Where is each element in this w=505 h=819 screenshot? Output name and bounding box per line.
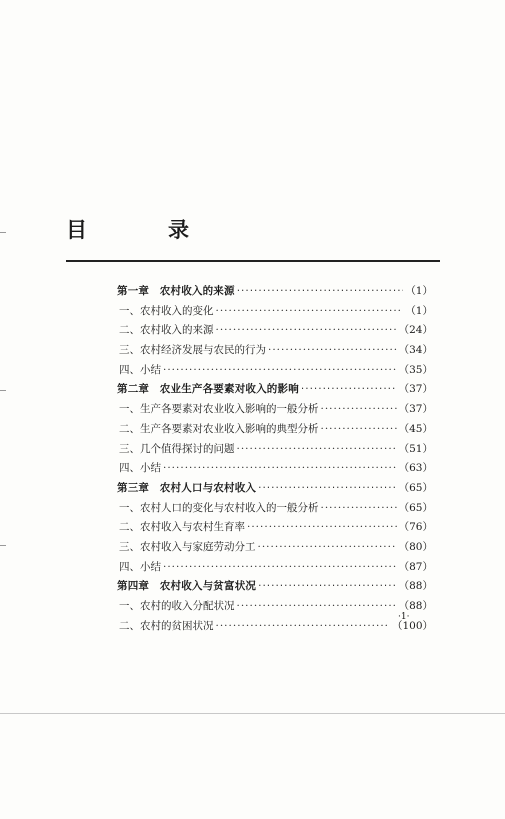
toc-chapter-entry bbox=[117, 283, 433, 303]
page-number: ·1· bbox=[398, 612, 410, 622]
toc-section-entry bbox=[117, 559, 433, 579]
toc-entry-title: 四、小结 bbox=[119, 560, 161, 573]
margin-mark bbox=[0, 545, 6, 546]
margin-mark bbox=[0, 232, 6, 233]
toc-entry-title: 三、农村收入与家庭劳动分工 bbox=[119, 540, 256, 553]
dot-leader bbox=[163, 462, 397, 474]
dot-leader bbox=[237, 285, 404, 297]
dot-leader bbox=[321, 502, 397, 514]
toc-entry-page: （100） bbox=[391, 619, 433, 632]
toc-entry-title: 第二章 农业生产各要素对收入的影响 bbox=[117, 383, 299, 396]
dot-leader bbox=[258, 541, 397, 553]
toc-section-entry bbox=[117, 303, 433, 323]
toc-entry-title: 一、生产各要素对农业收入影响的一般分析 bbox=[119, 403, 319, 416]
toc-entry-title: 一、农村人口的变化与农村收入的一般分析 bbox=[119, 501, 319, 514]
toc-entry-title: 第三章 农村人口与农村收入 bbox=[117, 481, 257, 494]
toc-entry-title: 四、小结 bbox=[119, 462, 161, 475]
toc-section-entry bbox=[117, 539, 433, 559]
toc-entry-title: 三、几个值得探讨的问题 bbox=[119, 442, 235, 455]
toc-entry-page: （37） bbox=[398, 383, 433, 396]
dot-leader bbox=[301, 383, 397, 395]
dot-leader bbox=[237, 600, 397, 612]
toc-entry-page: （65） bbox=[398, 481, 433, 494]
toc-entry-page: （37） bbox=[398, 403, 433, 416]
toc-entry-page: （63） bbox=[398, 462, 433, 475]
dot-leader bbox=[216, 620, 390, 632]
toc-entry-page: （88） bbox=[398, 600, 433, 612]
toc-section-entry bbox=[117, 322, 433, 342]
toc-entry-title: 四、小结 bbox=[119, 363, 161, 376]
toc-entry-title: 二、农村收入的来源 bbox=[119, 324, 214, 337]
dot-leader bbox=[216, 324, 397, 336]
toc-section-entry bbox=[117, 342, 433, 362]
toc-section-entry bbox=[117, 500, 433, 520]
toc-entry-page: （24） bbox=[398, 324, 433, 337]
dot-leader bbox=[258, 580, 397, 592]
toc-entry-page: （87） bbox=[398, 560, 433, 573]
toc-section-entry bbox=[117, 460, 433, 480]
toc-chapter-entry bbox=[117, 480, 433, 500]
toc-entry-page: （80） bbox=[398, 540, 433, 553]
toc-entry-title: 一、农村收入的变化 bbox=[119, 304, 214, 317]
dot-leader bbox=[321, 423, 397, 435]
dot-leader bbox=[163, 561, 397, 573]
table-of-contents bbox=[117, 283, 433, 637]
dot-leader bbox=[268, 344, 397, 356]
margin-mark bbox=[0, 390, 6, 391]
toc-entry-page: （65） bbox=[398, 501, 433, 514]
toc-section-entry bbox=[117, 441, 433, 461]
dot-leader bbox=[321, 403, 397, 415]
toc-entry-page: （1） bbox=[405, 304, 433, 317]
toc-entry-title: 第一章 农村收入的来源 bbox=[117, 285, 235, 297]
toc-entry-page: （1） bbox=[405, 285, 433, 297]
page-title: 目 录 bbox=[66, 218, 219, 242]
toc-section-entry bbox=[117, 598, 433, 618]
toc-entry-title: 三、农村经济发展与农民的行为 bbox=[119, 344, 266, 357]
toc-section-entry bbox=[117, 401, 433, 421]
toc-section-entry bbox=[117, 421, 433, 441]
toc-section-entry bbox=[117, 362, 433, 382]
title-rule bbox=[66, 260, 440, 262]
toc-section-entry bbox=[117, 519, 433, 539]
toc-section-entry bbox=[117, 618, 433, 638]
dot-leader bbox=[258, 482, 397, 494]
dot-leader bbox=[237, 443, 397, 455]
dot-leader bbox=[216, 305, 404, 317]
dot-leader bbox=[163, 364, 397, 376]
toc-entry-page: （34） bbox=[398, 344, 433, 357]
scan-edge-line bbox=[0, 713, 505, 714]
toc-chapter-entry bbox=[117, 381, 433, 401]
dot-leader bbox=[247, 521, 397, 533]
toc-entry-title: 二、农村的贫困状况 bbox=[119, 619, 214, 632]
toc-entry-title: 二、农村收入与农村生育率 bbox=[119, 521, 245, 534]
toc-entry-page: （45） bbox=[398, 422, 433, 435]
toc-entry-page: （51） bbox=[398, 442, 433, 455]
toc-entry-title: 二、生产各要素对农业收入影响的典型分析 bbox=[119, 422, 319, 435]
toc-chapter-entry bbox=[117, 578, 433, 598]
toc-entry-title: 一、农村的收入分配状况 bbox=[119, 600, 235, 612]
toc-entry-title: 第四章 农村收入与贫富状况 bbox=[117, 580, 257, 593]
toc-entry-page: （35） bbox=[398, 363, 433, 376]
toc-entry-page: （88） bbox=[398, 580, 433, 593]
toc-entry-page: （76） bbox=[398, 521, 433, 534]
